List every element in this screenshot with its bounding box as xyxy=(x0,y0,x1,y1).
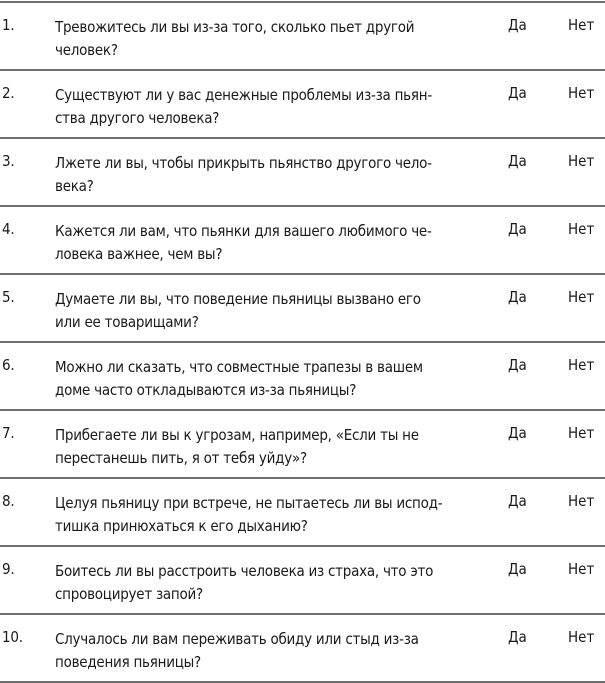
question-text-line: или ее товарищами? xyxy=(55,313,199,331)
answer-no[interactable]: Нет xyxy=(568,628,595,646)
question-text-line: Боитесь ли вы расстроить человека из страха, что это xyxy=(55,562,434,580)
question-text-line: спровоцирует запой? xyxy=(55,585,203,603)
answer-no[interactable]: Нет xyxy=(568,16,595,34)
question-row xyxy=(0,615,605,683)
question-row xyxy=(0,411,605,479)
question-row xyxy=(0,343,605,411)
question-text xyxy=(55,152,485,198)
answer-no[interactable]: Нет xyxy=(568,152,595,170)
question-number: 8. xyxy=(2,492,15,510)
question-row xyxy=(0,139,605,207)
question-text-line: поведения пьяницы? xyxy=(55,653,201,671)
question-text-line: ства другого человека? xyxy=(55,109,220,127)
question-text xyxy=(55,84,485,130)
question-text xyxy=(55,492,485,538)
answer-yes[interactable]: Да xyxy=(508,152,527,170)
answer-no[interactable]: Нет xyxy=(568,424,595,442)
question-text-line: перестанешь пить, я от тебя уйду»? xyxy=(55,449,307,467)
question-text-line: доме часто откладываются из-за пьяницы? xyxy=(55,381,357,399)
answer-yes[interactable]: Да xyxy=(508,560,527,578)
question-row xyxy=(0,71,605,139)
question-text-line: Думаете ли вы, что поведение пьяницы вызвано его xyxy=(55,290,421,308)
answer-yes[interactable]: Да xyxy=(508,356,527,374)
answer-yes[interactable]: Да xyxy=(508,424,527,442)
answer-yes[interactable]: Да xyxy=(508,16,527,34)
question-text-line: века? xyxy=(55,177,94,195)
question-text-line: Целуя пьяницу при встрече, не пытаетесь ли вы испод- xyxy=(55,494,443,512)
question-row xyxy=(0,3,605,71)
question-text-line: человек? xyxy=(55,41,118,59)
question-text-line: тишка принюхаться к его дыханию? xyxy=(55,517,308,535)
question-text-line: Можно ли сказать, что совместные трапезы в вашем xyxy=(55,358,423,376)
question-number: 7. xyxy=(2,424,15,442)
question-text-line: Лжете ли вы, чтобы прикрыть пьянство другого чело- xyxy=(55,154,432,172)
question-row xyxy=(0,479,605,547)
answer-no[interactable]: Нет xyxy=(568,560,595,578)
question-number: 3. xyxy=(2,152,15,170)
question-text-line: Тревожитесь ли вы из-за того, сколько пьет другой xyxy=(55,18,415,36)
answer-no[interactable]: Нет xyxy=(568,492,595,510)
question-row xyxy=(0,547,605,615)
answer-yes[interactable]: Да xyxy=(508,84,527,102)
question-text xyxy=(55,356,485,402)
question-text xyxy=(55,220,485,266)
question-text-line: Случалось ли вам переживать обиду или стыд из-за xyxy=(55,630,419,648)
question-text-line: Существуют ли у вас денежные проблемы из-за пьян- xyxy=(55,86,432,104)
question-text-line: ловека важнее, чем вы? xyxy=(55,245,223,263)
question-number: 10. xyxy=(2,628,23,646)
answer-no[interactable]: Нет xyxy=(568,220,595,238)
question-number: 1. xyxy=(2,16,15,34)
question-number: 4. xyxy=(2,220,15,238)
answer-no[interactable]: Нет xyxy=(568,356,595,374)
question-text xyxy=(55,288,485,334)
question-number: 5. xyxy=(2,288,15,306)
question-number: 6. xyxy=(2,356,15,374)
question-text-line: Прибегаете ли вы к угрозам, например, «Если ты не xyxy=(55,426,419,444)
question-row xyxy=(0,207,605,275)
question-number: 2. xyxy=(2,84,15,102)
question-text-line: Кажется ли вам, что пьянки для вашего любимого че- xyxy=(55,222,432,240)
answer-yes[interactable]: Да xyxy=(508,628,527,646)
question-text xyxy=(55,560,485,606)
answer-yes[interactable]: Да xyxy=(508,492,527,510)
answer-no[interactable]: Нет xyxy=(568,288,595,306)
question-row xyxy=(0,275,605,343)
question-text xyxy=(55,424,485,470)
answer-yes[interactable]: Да xyxy=(508,220,527,238)
question-text xyxy=(55,628,485,674)
question-number: 9. xyxy=(2,560,15,578)
answer-yes[interactable]: Да xyxy=(508,288,527,306)
answer-no[interactable]: Нет xyxy=(568,84,595,102)
question-text xyxy=(55,16,485,62)
